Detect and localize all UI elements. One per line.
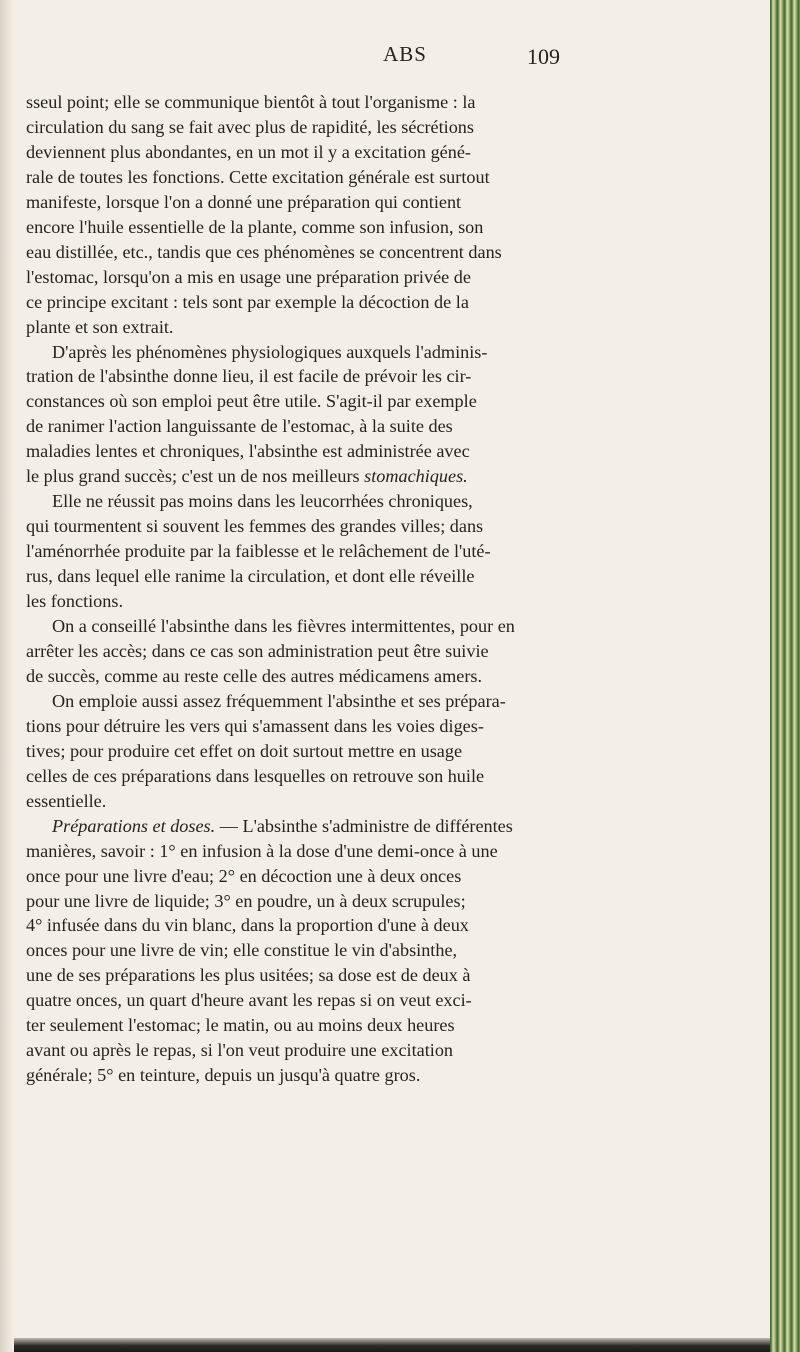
paragraph-start-line: Elle ne réussit pas moins dans les leucorrhées chroniques, — [52, 491, 473, 512]
text-line: tives; pour produire cet effet on doit surtout mettre en usage — [26, 740, 463, 761]
text-line: eau distillée, etc., tandis que ces phénomènes se concentrent dans — [26, 241, 502, 262]
text-segment: le plus grand succès; c'est un de nos meilleurs — [26, 466, 365, 487]
text-line: tions pour détruire les vers qui s'amassent dans les voies diges- — [26, 715, 484, 736]
text-line: deviennent plus abondantes, en un mot il y a excitation géné- — [26, 141, 471, 162]
text-line: ce principe excitant : tels sont par exemple la décoction de la — [26, 291, 469, 312]
text-line: avant ou après le repas, si l'on veut produire une excitation — [26, 1040, 454, 1061]
page-body — [26, 90, 768, 1088]
text-segment: — L'absinthe s'administre de différentes — [215, 815, 513, 836]
text-line: une de ses préparations les plus usitées; sa dose est de deux à — [26, 965, 471, 986]
text-line: 4° infusée dans du vin blanc, dans la proportion d'une à deux — [26, 915, 469, 936]
text-line: constances où son emploi peut être utile. S'agit-il par exemple — [26, 391, 477, 412]
text-line: l'aménorrhée produite par la faiblesse et le relâchement de l'uté- — [26, 541, 491, 562]
paragraph-start-line: On a conseillé l'absinthe dans les fièvres intermittentes, pour en — [52, 616, 515, 637]
page-gutter-left — [0, 0, 14, 1352]
paragraph-start-line: D'après les phénomènes physiologiques auxquels l'adminis- — [52, 341, 488, 362]
italic-term: stomachiques. — [364, 466, 468, 487]
text-line: celles de ces préparations dans lesquelles on retrouve son huile — [26, 765, 485, 786]
text-line: once pour une livre d'eau; 2° en décoction une à deux onces — [26, 865, 462, 886]
page-number: 109 — [527, 44, 560, 69]
text-line: de succès, comme au reste celle des autres médicamens amers. — [26, 665, 483, 686]
text-line: essentielle. — [26, 790, 107, 811]
text-line: tration de l'absinthe donne lieu, il est facile de prévoir les cir- — [26, 366, 472, 387]
text-line: maladies lentes et chroniques, l'absinthe est administrée avec — [26, 441, 470, 462]
text-line: rus, dans lequel elle ranime la circulation, et dont elle réveille — [26, 566, 475, 587]
text-line: les fonctions. — [26, 591, 123, 612]
book-edge-right — [770, 0, 800, 1352]
text-line: manifeste, lorsque l'on a donné une préparation qui contient — [26, 191, 462, 212]
text-line: ter seulement l'estomac; le matin, ou au moins deux heures — [26, 1015, 455, 1036]
text-line: onces pour une livre de vin; elle constitue le vin d'absinthe, — [26, 940, 458, 961]
section-heading-italic: Préparations et doses. — [52, 815, 216, 836]
text-line: générale; 5° en teinture, depuis un jusqu'à quatre gros. — [26, 1065, 421, 1086]
text-line: de ranimer l'action languissante de l'estomac, à la suite des — [26, 416, 453, 437]
text-line: plante et son extrait. — [26, 316, 174, 337]
running-head: ABS — [383, 42, 427, 66]
page-header — [0, 42, 800, 76]
text-line — [26, 464, 768, 489]
text-line: qui tourmentent si souvent les femmes des grandes villes; dans — [26, 516, 484, 537]
text-line: l'estomac, lorsqu'on a mis en usage une préparation privée de — [26, 266, 471, 287]
text-line: sseul point; elle se communique bientôt à tout l'organisme : la — [26, 92, 476, 112]
text-line: rale de toutes les fonctions. Cette excitation générale est surtout — [26, 166, 490, 187]
text-line: manières, savoir : 1° en infusion à la dose d'une demi-once à une — [26, 840, 498, 861]
text-line: encore l'huile essentielle de la plante, comme son infusion, son — [26, 216, 484, 237]
paragraph-start-line: On emploie aussi assez fréquemment l'absinthe et ses prépara- — [52, 690, 506, 711]
text-line: circulation du sang se fait avec plus de rapidité, les sécrétions — [26, 116, 474, 137]
text-line: pour une livre de liquide; 3° en poudre, un à deux scrupules; — [26, 890, 466, 911]
text-line: arrêter les accès; dans ce cas son administration peut être suivie — [26, 640, 489, 661]
paragraph-start-line — [26, 814, 768, 839]
scan-edge-bottom — [14, 1338, 770, 1352]
text-line: quatre onces, un quart d'heure avant les repas si on veut exci- — [26, 990, 472, 1011]
